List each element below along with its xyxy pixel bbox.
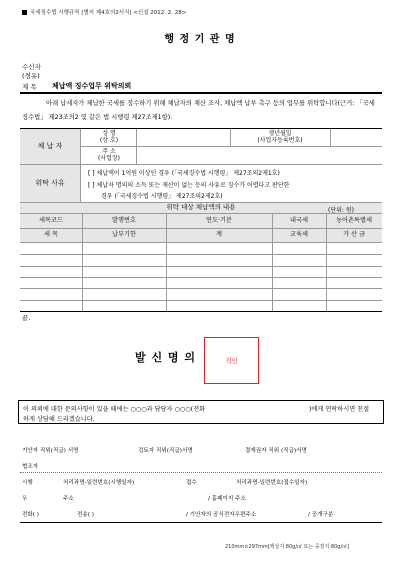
arrears-data-cell[interactable]: [272, 254, 326, 265]
col-divider: [230, 129, 231, 146]
arrears-data-cell[interactable]: [82, 254, 166, 265]
arrears-data-cell[interactable]: [326, 300, 382, 311]
col-divider: [330, 129, 331, 146]
contact-line2: 하게 상담해 드리겠습니다.: [23, 416, 95, 423]
arrears-header-cell: 세 목: [44, 231, 58, 239]
enforce-label: 시행: [22, 480, 33, 486]
arrears-title: 위탁 대상 체납액의 내용: [166, 203, 236, 212]
col-divider: [166, 214, 167, 311]
arrears-data-cell[interactable]: [20, 300, 82, 311]
fax-label: 전송( ): [77, 512, 94, 518]
arrears-data-cell[interactable]: [82, 288, 166, 299]
arrears-header-cell: 교육세: [290, 231, 308, 239]
arrears-data-cell[interactable]: [272, 300, 326, 311]
arrears-data-cell[interactable]: [20, 243, 82, 254]
address-label-footer: 주소: [63, 496, 74, 502]
dotted-divider: [20, 472, 382, 473]
disclosure-label: / 공개구분: [308, 512, 334, 518]
name-label: 성 명: [102, 129, 116, 137]
birth-label: 생년월일: [268, 129, 292, 137]
contact-box: [18, 400, 384, 424]
arrears-data-cell[interactable]: [326, 254, 382, 265]
arrears-header-cell: 계: [216, 231, 222, 239]
table-bottom-border: [20, 311, 382, 312]
arrears-data-cell[interactable]: [20, 288, 82, 299]
arrears-data-cell[interactable]: [166, 254, 272, 265]
arrears-data-cell[interactable]: [326, 243, 382, 254]
homepage-label: / 홈페이지 주소: [208, 496, 246, 502]
subject-value: 체납액 징수업무 위탁의뢰: [52, 82, 132, 90]
arrears-data-cell[interactable]: [82, 300, 166, 311]
arrears-data-cell[interactable]: [166, 266, 272, 277]
col-divider: [82, 214, 83, 311]
enforce-number: 처리과명-일련번호(시행일자): [63, 480, 135, 486]
arrears-data-cell[interactable]: [82, 243, 166, 254]
col-divider: [80, 165, 81, 202]
recipient-via: (경유): [22, 72, 40, 80]
arrears-data-cell[interactable]: [326, 266, 382, 277]
arrears-data-cell[interactable]: [272, 243, 326, 254]
address-cell: [82, 147, 136, 164]
official-seal-box: [204, 337, 259, 384]
arrears-header-cell: 연도·기분: [206, 217, 232, 225]
document-title: 행 정 기 관 명: [164, 34, 236, 45]
arrears-header-cell: 세목코드: [39, 217, 63, 225]
name-cell: [82, 129, 136, 146]
contact-line1b: )에게 연락하시면 친절: [309, 406, 370, 413]
seal-label: 직인: [225, 357, 238, 365]
email-label: / 기안자의 공식전자우편주소: [186, 512, 257, 518]
address-label: 주 소: [102, 147, 116, 155]
delinquent-label: 체 납 자: [37, 142, 63, 151]
end-mark: 끝.: [22, 314, 31, 322]
reviewer: 검토자 직위(직급)서명: [138, 448, 193, 454]
arrears-data-cell[interactable]: [82, 266, 166, 277]
cooperator: 협조자: [22, 464, 39, 470]
subject-divider: [20, 92, 382, 94]
arrears-data-cell[interactable]: [166, 243, 272, 254]
paper-info: 210mm×297mm[백상지 80g/㎡ 또는 중질지 80g/㎡]: [225, 544, 350, 550]
arrears-header-cell: 내국세: [290, 217, 308, 225]
reason-label: 위탁 사유: [35, 179, 65, 188]
arrears-data-cell[interactable]: [326, 277, 382, 288]
arrears-data-cell[interactable]: [20, 254, 82, 265]
form-reference-text: 국세징수법 시행규칙 [별지 제4호의2서식] <신설 2012. 2. 28>: [30, 10, 187, 16]
subject-label: 제 목: [22, 83, 37, 91]
form-reference: [22, 8, 186, 16]
approver: 결재권자 직위 (직급)서명: [245, 448, 307, 454]
arrears-data-cell[interactable]: [272, 266, 326, 277]
zip-label: 우: [22, 496, 28, 502]
reason-option-2[interactable]: [ ] 체납자 명의의 소득 또는 재산이 없는 등의 사유로 징수가 어렵다고 판단한: [88, 182, 290, 189]
phone-label: 전화( ): [22, 512, 39, 518]
footer-bottom-border: [20, 522, 382, 523]
intro-paragraph: 아래 납세자가 체납한 국세를 징수하기 위해 체납자의 재산 조사, 체납액 납부 촉구 등의 업무를 위탁합니다(근거: 「국세징수법」 제23조의2 및 같은 법 시행령 제27조제1항).: [22, 100, 375, 121]
birth-sub: (사업자등록번호): [257, 136, 303, 144]
square-bullet-icon: [22, 10, 27, 15]
arrears-data-cell[interactable]: [166, 277, 272, 288]
arrears-data-cell[interactable]: [82, 277, 166, 288]
drafter: 기안자 직위(직급) 서명: [22, 448, 79, 454]
arrears-header-cell: 발행번호: [112, 217, 136, 225]
arrears-data-cell[interactable]: [20, 266, 82, 277]
col-divider: [326, 214, 327, 311]
recipient-label: 수신자: [22, 63, 41, 71]
arrears-header-cell: 가 산 금: [343, 231, 365, 239]
arrears-data-cell[interactable]: [272, 288, 326, 299]
arrears-data-cell[interactable]: [166, 300, 272, 311]
arrears-header-cell: 농어촌특별세: [336, 217, 372, 225]
arrears-data-cell[interactable]: [272, 277, 326, 288]
receipt-label: 접수: [186, 480, 197, 486]
contact-line1a: 이 의뢰에 대한 문의사항이 있을 때에는 ○○○과 담당자 ○○○(전화: [23, 406, 206, 413]
arrears-data-cell[interactable]: [166, 288, 272, 299]
arrears-data-cell[interactable]: [20, 277, 82, 288]
name-sub: (상 호): [99, 136, 119, 144]
arrears-unit: (단위: 원): [328, 207, 354, 214]
arrears-header-cell: 납부기한: [112, 231, 136, 239]
address-sub: (사업장): [97, 154, 121, 162]
reason-option-1[interactable]: [ ] 체납액이 1억원 이상인 경우 (「국세징수법 시행령」 제27조의2제1호): [88, 170, 280, 177]
reason-option-2-cont: 경우 (「국세징수법 시행령」 제27조의2제2호): [101, 193, 223, 200]
receipt-number: 처리과명-일련번호(접수일자): [236, 480, 308, 486]
arrears-data-cell[interactable]: [326, 288, 382, 299]
col-divider: [272, 214, 273, 311]
birth-cell: [230, 129, 330, 146]
sender-name: 발 신 명 의: [135, 351, 196, 364]
